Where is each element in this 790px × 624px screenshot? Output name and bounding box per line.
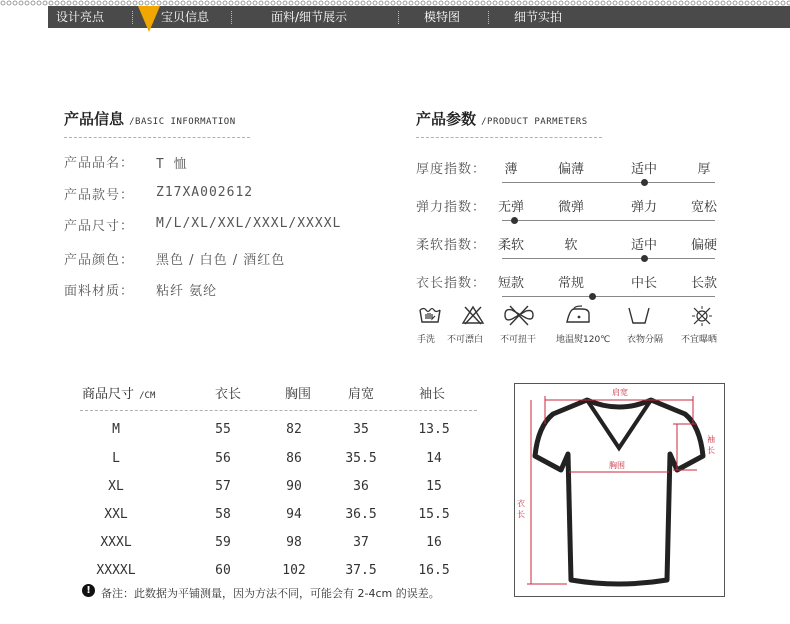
size-row-label: XXL: [104, 507, 128, 522]
param-indicator-dot: [589, 293, 596, 300]
info-icon: !: [82, 584, 95, 597]
size-cell: 102: [282, 563, 306, 578]
param-scale-line: [502, 220, 715, 221]
size-cell: 86: [286, 451, 302, 466]
size-cell: 94: [286, 507, 302, 522]
param-option: 短款: [497, 276, 524, 291]
size-cell: 16.5: [418, 563, 450, 578]
care-label: 地温熨120℃: [556, 335, 611, 345]
info-label: 产品款号：: [64, 188, 135, 203]
param-scale-line: [502, 182, 715, 183]
param-option: 偏薄: [557, 162, 584, 177]
param-option: 微弹: [557, 200, 584, 215]
param-option: 偏硬: [690, 238, 717, 253]
nav-item-info[interactable]: 宝贝信息: [161, 10, 210, 24]
param-option: 适中: [630, 238, 657, 253]
size-row-label: XXXXL: [96, 563, 136, 578]
info-row: [64, 184, 134, 203]
info-label: 产品尺寸：: [64, 219, 135, 234]
param-option: 宽松: [690, 200, 717, 215]
size-cell: 15.5: [418, 507, 450, 522]
param-option: 长款: [690, 276, 717, 291]
param-option: 厚: [697, 162, 711, 177]
param-indicator-dot: [641, 179, 648, 186]
params-subtitle: /PRODUCT PARMETERS: [481, 117, 588, 127]
info-value: M/L/XL/XXL/XXXL/XXXXL: [156, 216, 342, 231]
size-header-cell: 衣长: [214, 387, 241, 402]
size-table-divider: [80, 410, 477, 411]
param-indicator-dot: [511, 217, 518, 224]
info-value: 粘纤 氨纶: [156, 284, 218, 299]
info-subtitle: /BASIC INFORMATION: [129, 117, 236, 127]
care-label: 不宜曝晒: [681, 335, 718, 345]
care-label: 不可漂白: [447, 335, 484, 345]
size-cell: 57: [215, 479, 231, 494]
size-cell: 37: [353, 535, 369, 550]
info-row: [64, 249, 134, 268]
param-option: 弹力: [630, 200, 657, 215]
nav-active-indicator-icon: [138, 6, 160, 32]
size-cell: 36.5: [345, 507, 377, 522]
hand-wash-icon: [418, 304, 442, 326]
no-bleach-icon: [461, 304, 485, 326]
size-row-label: XXXL: [100, 535, 132, 550]
info-row: [64, 280, 134, 299]
info-heading: [64, 108, 236, 129]
info-value: 黑色 / 白色 / 酒红色: [156, 253, 286, 268]
diagram-chest-label: 胸围: [609, 461, 625, 470]
nav-item-design[interactable]: 设计亮点: [56, 10, 105, 24]
param-option: 常规: [557, 276, 584, 291]
size-cell: 35: [353, 422, 369, 437]
size-header-title: 商品尺寸: [82, 387, 135, 402]
no-sun-dry-icon: [690, 304, 714, 328]
size-cell: 82: [286, 422, 302, 437]
info-title: 产品信息: [64, 110, 125, 128]
size-row-label: L: [112, 451, 120, 466]
param-label: 柔软指数：: [416, 238, 487, 253]
size-note: 备注：此数据为平铺测量，因为方法不同，可能会有 2-4cm 的误差。: [101, 587, 440, 600]
info-divider: [64, 137, 250, 138]
info-value: T 恤: [156, 157, 188, 172]
size-cell: 16: [426, 535, 442, 550]
size-cell: 36: [353, 479, 369, 494]
param-label: 弹力指数：: [416, 200, 487, 215]
size-cell: 59: [215, 535, 231, 550]
care-label: 不可扭干: [500, 335, 537, 345]
size-cell: 15: [426, 479, 442, 494]
param-scale-line: [502, 296, 715, 297]
size-cell: 58: [215, 507, 231, 522]
info-label: 面料材质：: [64, 284, 135, 299]
size-cell: 55: [215, 422, 231, 437]
separate-wash-icon: [626, 304, 652, 326]
info-label: 产品颜色：: [64, 253, 135, 268]
param-option: 薄: [504, 162, 518, 177]
info-row: [64, 152, 134, 171]
params-heading: [416, 108, 588, 129]
tshirt-diagram-icon: [515, 384, 724, 596]
size-header-unit: /CM: [139, 391, 156, 401]
params-divider: [416, 137, 602, 138]
size-row-label: XL: [108, 479, 124, 494]
size-header-cell: 肩宽: [347, 387, 374, 402]
size-cell: 56: [215, 451, 231, 466]
care-label: 衣物分隔: [627, 335, 664, 345]
nav-item-fabric[interactable]: 面料/细节展示: [271, 10, 348, 24]
low-iron-icon: [564, 304, 592, 326]
diagram-shoulder-label: 肩宽: [612, 388, 628, 397]
size-cell: 13.5: [418, 422, 450, 437]
size-cell: 35.5: [345, 451, 377, 466]
param-option: 软: [564, 238, 578, 253]
info-label: 产品品名：: [64, 156, 135, 171]
size-diagram: [514, 383, 725, 597]
param-label: 衣长指数：: [416, 276, 487, 291]
nav-separator: [231, 11, 232, 24]
param-option: 无弹: [497, 200, 524, 215]
diagram-sleeve-label: 袖长: [707, 435, 715, 455]
size-cell: 60: [215, 563, 231, 578]
size-header-cell: 袖长: [418, 387, 445, 402]
nav-separator: [398, 11, 399, 24]
size-table-heading: [82, 383, 155, 402]
nav-separator: [132, 11, 133, 24]
nav-item-model[interactable]: 模特图: [424, 10, 461, 24]
size-cell: 37.5: [345, 563, 377, 578]
size-row-label: M: [112, 422, 120, 437]
param-indicator-dot: [641, 255, 648, 262]
nav-separator: [488, 11, 489, 24]
info-row: [64, 215, 134, 234]
param-scale-line: [502, 258, 715, 259]
params-title: 产品参数: [416, 110, 477, 128]
no-wring-icon: [502, 304, 536, 326]
size-cell: 14: [426, 451, 442, 466]
size-cell: 98: [286, 535, 302, 550]
care-label: 手洗: [417, 335, 436, 345]
size-header-cell: 胸围: [284, 387, 311, 402]
param-option: 适中: [630, 162, 657, 177]
param-option: 中长: [630, 276, 657, 291]
size-cell: 90: [286, 479, 302, 494]
param-option: 柔软: [497, 238, 524, 253]
nav-item-detail[interactable]: 细节实拍: [514, 10, 563, 24]
diagram-length-label: 衣长: [517, 499, 525, 519]
info-value: Z17XA002612: [156, 185, 254, 200]
param-label: 厚度指数：: [416, 162, 487, 177]
